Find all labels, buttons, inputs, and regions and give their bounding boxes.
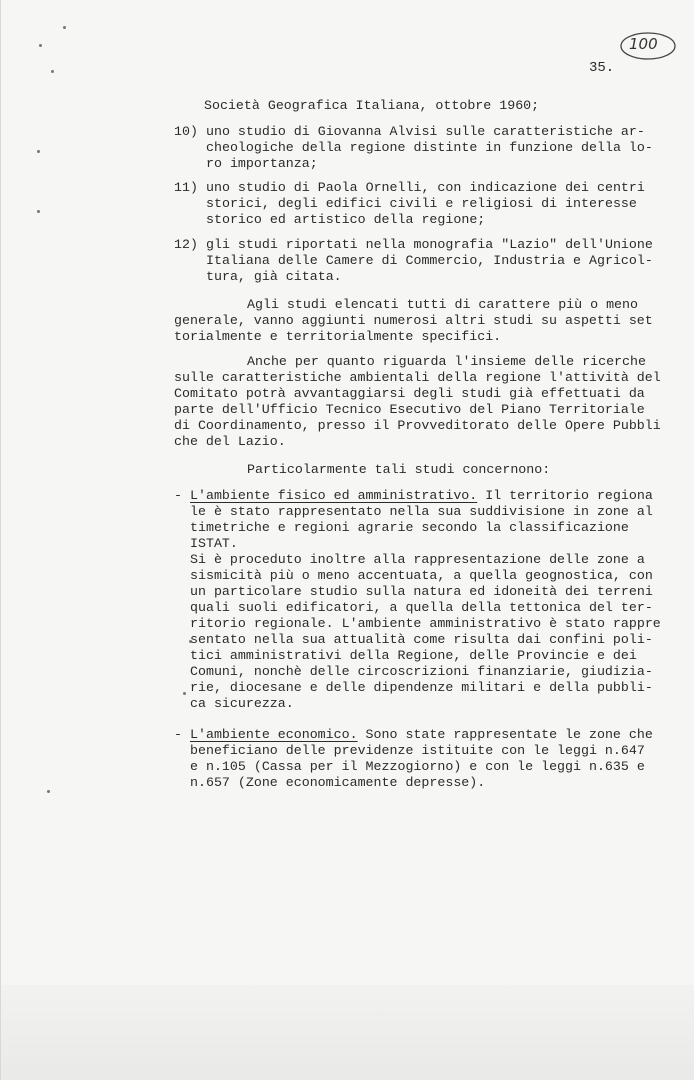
paragraph-line: Comitato potrà avvantaggiarsi degli studi già effettuati da [174,386,645,401]
bullet-line: Si è proceduto inoltre alla rappresentazione delle zone a [190,552,645,567]
bullet-line: ca sicurezza. [190,696,294,711]
margin-speck [63,26,66,29]
item-line: cheologiche della regione distinte in funzione della lo- [206,140,653,155]
paragraph-line: Agli studi elencati tutti di carattere più o meno [247,297,638,312]
item-marker: 10) [174,124,198,139]
bullet-line: timetriche e regioni agrarie secondo la classificazione [190,520,629,535]
paragraph-line: torialmente e territorialmente specifici. [174,329,502,344]
bullet-title: L'ambiente economico. [190,727,358,742]
page-stamp [619,30,677,62]
item-line: storici, degli edifici civili e religiosi di interesse [206,196,637,211]
item-marker: 12) [174,237,198,252]
stamp-number: 100 [629,35,658,53]
margin-speck [51,70,54,73]
item-line: gli studi riportati nella monografia "Lazio" dell'Unione [206,237,653,252]
margin-speck [37,150,40,153]
bullet-line: tici amministrativi della Regione, delle Provincie e dei [190,648,637,663]
item-line: ro importanza; [206,156,318,171]
margin-speck [39,44,42,47]
page-number: 35. [589,60,615,76]
intro-line: Società Geografica Italiana, ottobre 1960; [204,98,540,113]
bullet-line: e n.105 (Cassa per il Mezzogiorno) e con le leggi n.635 e [190,759,645,774]
item-line: storico ed artistico della regione; [206,212,486,227]
bullet-line: sismicità più o meno accentuata, a quella geognostica, con [190,568,653,583]
bullet-line: n.657 (Zone economicamente depresse). [190,775,486,790]
paragraph-line: sulle caratteristiche ambientali della regione l'attività del [174,370,661,385]
bullet-dash: - [174,727,182,742]
paragraph-line: di Coordinamento, presso il Provveditorato delle Opere Pubbli [174,418,661,433]
item-line: Italiana delle Camere di Commercio, Industria e Agricol- [206,253,653,268]
margin-speck [183,692,186,695]
bullet-line: le è stato rappresentato nella sua suddivisione in zone al [190,504,653,519]
bullet-line: quali suoli edificatori, a quella della tettonica del ter- [190,600,653,615]
bullet-line: rie, diocesane e delle dipendenze militari e della pubbli- [190,680,653,695]
paragraph-line: Anche per quanto riguarda l'insieme delle ricerche [247,354,646,369]
bullet-dash: - [174,488,182,503]
item-marker: 11) [174,180,198,195]
item-line: uno studio di Paola Ornelli, con indicazione dei centri [206,180,645,195]
bullet-line: Comuni, nonchè delle circoscrizioni finanziarie, giudizia- [190,664,653,679]
bullet-title: L'ambiente fisico ed amministrativo. [190,488,478,503]
paragraph-line: che del Lazio. [174,434,286,449]
item-line: uno studio di Giovanna Alvisi sulle caratteristiche ar- [206,124,645,139]
item-line: tura, già citata. [206,269,342,284]
margin-speck [37,210,40,213]
paragraph-line: parte dell'Ufficio Tecnico Esecutivo del Piano Territoriale [174,402,645,417]
bullet-line: un particolare studio sulla natura ed idoneità dei terreni [190,584,653,599]
bullet-first-rest: Sono state rappresentate le zone che [357,727,653,742]
bullet-line: ritorio regionale. L'ambiente amministrativo è stato rappre [190,616,661,631]
bullet-line: ISTAT. [190,536,238,551]
paragraph-line: generale, vanno aggiunti numerosi altri studi su aspetti set [174,313,653,328]
bullet-first-rest: Il territorio regiona [477,488,653,503]
bullet-line: beneficiano delle previdenze istituite con le leggi n.647 [190,743,645,758]
bullet-line: sentato nella sua attualità come risulta dai confini poli- [190,632,653,647]
bullet-line [190,488,653,504]
paragraph-line: Particolarmente tali studi concernono: [247,462,551,477]
bullet-line [190,727,653,743]
margin-speck [47,790,50,793]
